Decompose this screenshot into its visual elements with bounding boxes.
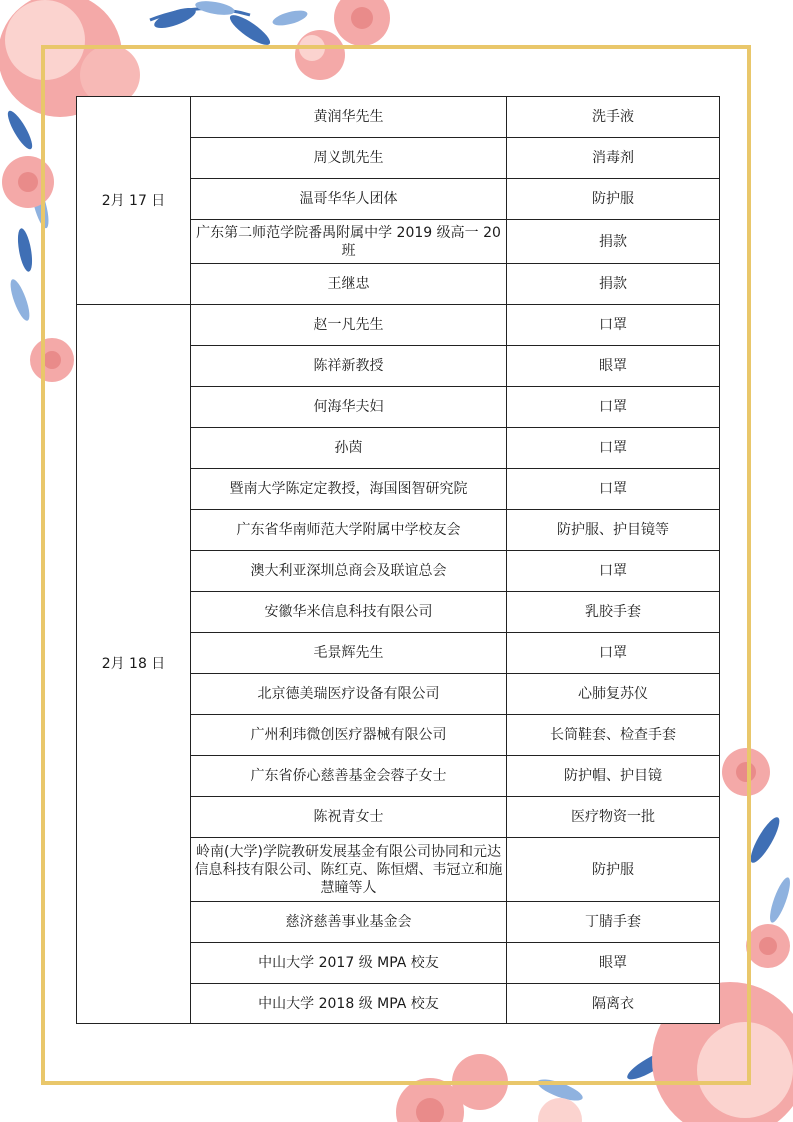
item-cell: 口罩 — [507, 633, 720, 674]
item-cell: 口罩 — [507, 387, 720, 428]
item-cell: 洗手液 — [507, 97, 720, 138]
donor-cell: 何海华夫妇 — [191, 387, 507, 428]
item-cell: 防护帽、护目镜 — [507, 756, 720, 797]
donor-cell: 温哥华华人团体 — [191, 179, 507, 220]
donor-cell: 安徽华米信息科技有限公司 — [191, 592, 507, 633]
donor-cell: 暨南大学陈定定教授，海国图智研究院 — [191, 469, 507, 510]
item-cell: 丁腈手套 — [507, 902, 720, 943]
item-cell: 防护服 — [507, 179, 720, 220]
table-row — [77, 305, 720, 346]
item-cell: 捐款 — [507, 220, 720, 264]
item-cell: 口罩 — [507, 469, 720, 510]
item-cell: 心肺复苏仪 — [507, 674, 720, 715]
donor-cell: 毛景辉先生 — [191, 633, 507, 674]
donor-cell: 广东省侨心慈善基金会蓉子女士 — [191, 756, 507, 797]
donor-cell: 广州利玮微创医疗器械有限公司 — [191, 715, 507, 756]
donation-table — [76, 96, 720, 1024]
table-row — [77, 97, 720, 138]
item-cell: 防护服、护目镜等 — [507, 510, 720, 551]
item-cell: 乳胶手套 — [507, 592, 720, 633]
donor-cell: 孙茵 — [191, 428, 507, 469]
donor-cell: 周义凯先生 — [191, 138, 507, 179]
item-cell: 口罩 — [507, 428, 720, 469]
item-cell: 捐款 — [507, 264, 720, 305]
donor-cell: 岭南(大学)学院教研发展基金有限公司协同和元达信息科技有限公司、陈红克、陈恒熠、韦冠立和施慧瞳等人 — [191, 838, 507, 902]
item-cell: 口罩 — [507, 551, 720, 592]
date-cell: 2月 17 日 — [77, 97, 191, 305]
item-cell: 眼罩 — [507, 943, 720, 984]
item-cell: 消毒剂 — [507, 138, 720, 179]
item-cell: 防护服 — [507, 838, 720, 902]
donor-cell: 澳大利亚深圳总商会及联谊总会 — [191, 551, 507, 592]
date-cell: 2月 18 日 — [77, 305, 191, 1024]
donor-cell: 广东第二师范学院番禺附属中学 2019 级高一 20 班 — [191, 220, 507, 264]
item-cell: 口罩 — [507, 305, 720, 346]
item-cell: 长筒鞋套、检查手套 — [507, 715, 720, 756]
donor-cell: 中山大学 2017 级 MPA 校友 — [191, 943, 507, 984]
donor-cell: 黄润华先生 — [191, 97, 507, 138]
donor-cell: 陈祥新教授 — [191, 346, 507, 387]
donor-cell: 王继忠 — [191, 264, 507, 305]
item-cell: 眼罩 — [507, 346, 720, 387]
donor-cell: 中山大学 2018 级 MPA 校友 — [191, 984, 507, 1024]
donor-cell: 慈济慈善事业基金会 — [191, 902, 507, 943]
donor-cell: 赵一凡先生 — [191, 305, 507, 346]
donor-cell: 北京德美瑞医疗设备有限公司 — [191, 674, 507, 715]
item-cell: 隔离衣 — [507, 984, 720, 1024]
donor-cell: 广东省华南师范大学附属中学校友会 — [191, 510, 507, 551]
item-cell: 医疗物资一批 — [507, 797, 720, 838]
donor-cell: 陈祝青女士 — [191, 797, 507, 838]
